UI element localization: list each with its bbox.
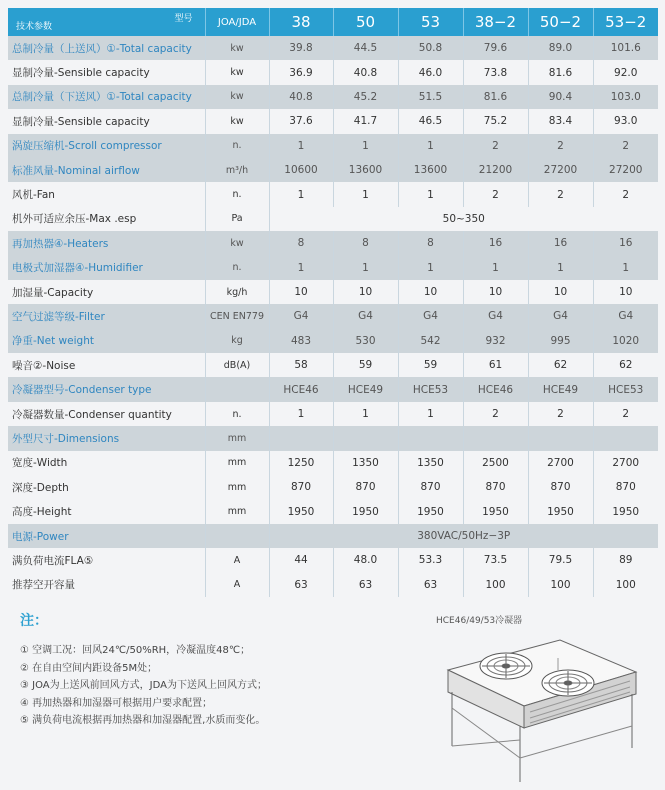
model-label: 型号 [174, 14, 193, 24]
cell-value: 530 [333, 329, 398, 353]
cell-value [463, 426, 528, 450]
figure-caption: HCE46/49/53冷凝器 [436, 616, 523, 626]
row-label: 总制冷量（下送风）①-Total capacity [8, 85, 205, 109]
cell-value: 13600 [398, 158, 463, 182]
cell-value: 1 [333, 402, 398, 426]
cell-value: 995 [528, 329, 593, 353]
note-item: ⑤ 满负荷电流根据再加热器和加湿器配置,水质而变化。 [20, 715, 266, 726]
cell-value: 27200 [528, 158, 593, 182]
cell-value: 73.8 [463, 60, 528, 84]
cell-value: 1950 [463, 499, 528, 523]
cell-value: 89 [593, 548, 658, 572]
table-header-row [8, 8, 658, 36]
row-label: 总制冷量（上送风）①-Total capacity [8, 36, 205, 60]
table-row [8, 158, 658, 182]
cell-value: 1 [269, 134, 333, 158]
cell-value: 44.5 [333, 36, 398, 60]
table-row [8, 60, 658, 84]
cell-value: 1 [269, 182, 333, 206]
table-row [8, 85, 658, 109]
row-label: 深度-Depth [8, 475, 205, 499]
cell-value [528, 426, 593, 450]
cell-value [269, 426, 333, 450]
table-row [8, 353, 658, 377]
cell-value: 1250 [269, 451, 333, 475]
table-row [8, 451, 658, 475]
notes-section [20, 610, 267, 730]
row-label: 净重-Net weight [8, 329, 205, 353]
row-unit: n. [205, 134, 269, 158]
row-label: 电源-Power [8, 524, 205, 548]
note-item: ① 空调工况：回风24℃/50%RH，冷凝温度48℃； [20, 645, 251, 656]
row-label: 显制冷量-Sensible capacity [8, 60, 205, 84]
cell-value: 63 [398, 573, 463, 597]
row-unit: mm [205, 451, 269, 475]
cell-value: 870 [269, 475, 333, 499]
cell-value: 1 [528, 256, 593, 280]
cell-value: G4 [333, 304, 398, 328]
cell-value: 46.0 [398, 60, 463, 84]
row-label: 加湿量-Capacity [8, 280, 205, 304]
table-row [8, 573, 658, 597]
merged-value: 380VAC/50Hz−3P [269, 524, 658, 548]
cell-value: 1 [333, 182, 398, 206]
row-label: 宽度-Width [8, 451, 205, 475]
table-row [8, 304, 658, 328]
cell-value: 1 [398, 402, 463, 426]
table-row [8, 109, 658, 133]
row-unit: CEN EN779 [205, 304, 269, 328]
cell-value: 62 [528, 353, 593, 377]
cell-value: HCE49 [333, 377, 398, 401]
cell-value: 8 [269, 231, 333, 255]
cell-value: 100 [593, 573, 658, 597]
cell-value: 81.6 [528, 60, 593, 84]
cell-value: 37.6 [269, 109, 333, 133]
cell-value: G4 [463, 304, 528, 328]
cell-value: 81.6 [463, 85, 528, 109]
row-label: 外型尺寸-Dimensions [8, 426, 205, 450]
cell-value: 100 [528, 573, 593, 597]
model-header: 53 [398, 8, 463, 36]
table-row [8, 548, 658, 572]
cell-value: HCE49 [528, 377, 593, 401]
model-header: 53−2 [593, 8, 658, 36]
cell-value: 50.8 [398, 36, 463, 60]
cell-value: 10 [463, 280, 528, 304]
row-label: 标准风量-Nominal airflow [8, 158, 205, 182]
note-item: ② 在自由空间内距设备5M处； [20, 662, 158, 674]
cell-value: 2 [593, 134, 658, 158]
cell-value: 1 [593, 256, 658, 280]
model-header: 50−2 [528, 8, 593, 36]
cell-value: 16 [528, 231, 593, 255]
cell-value [398, 426, 463, 450]
cell-value: 53.3 [398, 548, 463, 572]
cell-value: HCE53 [398, 377, 463, 401]
row-unit: kw [205, 231, 269, 255]
cell-value: 2 [528, 402, 593, 426]
row-label: 高度-Height [8, 499, 205, 523]
table-row [8, 207, 658, 231]
cell-value: 1 [333, 256, 398, 280]
merged-value: 50~350 [269, 207, 658, 231]
cell-value: 8 [333, 231, 398, 255]
condenser-illustration [430, 628, 650, 788]
cell-value: 870 [398, 475, 463, 499]
cell-value: 58 [269, 353, 333, 377]
cell-value: 62 [593, 353, 658, 377]
row-unit: n. [205, 402, 269, 426]
cell-value: 10 [398, 280, 463, 304]
row-unit: n. [205, 182, 269, 206]
cell-value: 2 [463, 402, 528, 426]
cell-value: 483 [269, 329, 333, 353]
cell-value: G4 [269, 304, 333, 328]
cell-value: 932 [463, 329, 528, 353]
cell-value [333, 426, 398, 450]
cell-value: 16 [463, 231, 528, 255]
cell-value: 542 [398, 329, 463, 353]
spec-table [8, 8, 658, 597]
row-unit: kw [205, 85, 269, 109]
cell-value: 1950 [269, 499, 333, 523]
cell-value: 45.2 [333, 85, 398, 109]
cell-value: 2 [463, 182, 528, 206]
cell-value: 1 [269, 256, 333, 280]
cell-value: HCE46 [269, 377, 333, 401]
cell-value: 41.7 [333, 109, 398, 133]
cell-value: 2 [528, 134, 593, 158]
model-header: 38 [269, 8, 333, 36]
row-label: 噪音②-Noise [8, 353, 205, 377]
cell-value: 103.0 [593, 85, 658, 109]
table-row [8, 134, 658, 158]
table-row [8, 377, 658, 401]
notes-title: 注： [20, 613, 48, 629]
row-unit [205, 377, 269, 401]
cell-value: HCE46 [463, 377, 528, 401]
cell-value: G4 [593, 304, 658, 328]
cell-value: 1350 [333, 451, 398, 475]
cell-value: 59 [398, 353, 463, 377]
row-unit: kg [205, 329, 269, 353]
table-row [8, 402, 658, 426]
cell-value: G4 [528, 304, 593, 328]
note-item: ③ JOA为上送风前回风方式，JDA为下送风上回风方式； [20, 680, 267, 691]
row-unit: mm [205, 426, 269, 450]
cell-value: 1 [463, 256, 528, 280]
cell-value: 1 [333, 134, 398, 158]
cell-value: 870 [528, 475, 593, 499]
cell-value [593, 426, 658, 450]
cell-value: 83.4 [528, 109, 593, 133]
table-row [8, 499, 658, 523]
spec-body [8, 36, 658, 597]
cell-value: 21200 [463, 158, 528, 182]
std-label: JOA/JDA [205, 8, 269, 36]
cell-value: 63 [269, 573, 333, 597]
cell-value: 2 [593, 182, 658, 206]
cell-value: 40.8 [333, 60, 398, 84]
cell-value: HCE53 [593, 377, 658, 401]
row-unit: kw [205, 60, 269, 84]
row-label: 空气过滤等级-Filter [8, 304, 205, 328]
cell-value: 40.8 [269, 85, 333, 109]
model-header: 50 [333, 8, 398, 36]
cell-value: 870 [593, 475, 658, 499]
table-row [8, 475, 658, 499]
cell-value: 10600 [269, 158, 333, 182]
cell-value: 1950 [333, 499, 398, 523]
cell-value: 39.8 [269, 36, 333, 60]
row-label: 推荐空开容量 [8, 573, 205, 597]
row-unit: A [205, 573, 269, 597]
note-item: ④ 再加热器和加湿器可根据用户要求配置； [20, 697, 213, 709]
cell-value: 1350 [398, 451, 463, 475]
cell-value: 101.6 [593, 36, 658, 60]
cell-value: 13600 [333, 158, 398, 182]
cell-value: 1 [398, 182, 463, 206]
cell-value: 46.5 [398, 109, 463, 133]
cell-value: 870 [333, 475, 398, 499]
row-unit: mm [205, 499, 269, 523]
cell-value: 48.0 [333, 548, 398, 572]
row-label: 再加热器④-Heaters [8, 231, 205, 255]
cell-value: 870 [463, 475, 528, 499]
table-row [8, 36, 658, 60]
cell-value: 10 [333, 280, 398, 304]
cell-value: 1 [398, 134, 463, 158]
cell-value: 63 [333, 573, 398, 597]
row-unit: kw [205, 109, 269, 133]
cell-value: 2700 [593, 451, 658, 475]
row-label: 机外可适应余压-Max .esp [8, 207, 205, 231]
cell-value: 16 [593, 231, 658, 255]
cell-value: 2500 [463, 451, 528, 475]
row-unit: mm [205, 475, 269, 499]
cell-value: 92.0 [593, 60, 658, 84]
cell-value: 2700 [528, 451, 593, 475]
cell-value: 90.4 [528, 85, 593, 109]
cell-value: G4 [398, 304, 463, 328]
cell-value: 89.0 [528, 36, 593, 60]
cell-value: 2 [463, 134, 528, 158]
row-unit: m³/h [205, 158, 269, 182]
cell-value: 73.5 [463, 548, 528, 572]
cell-value: 79.6 [463, 36, 528, 60]
row-label: 涡旋压缩机-Scroll compressor [8, 134, 205, 158]
table-row [8, 231, 658, 255]
cell-value: 10 [269, 280, 333, 304]
table-row [8, 329, 658, 353]
row-unit: dB(A) [205, 353, 269, 377]
cell-value: 1950 [528, 499, 593, 523]
table-row [8, 524, 658, 548]
table-row [8, 182, 658, 206]
row-label: 满负荷电流FLA⑤ [8, 548, 205, 572]
row-label: 显制冷量-Sensible capacity [8, 109, 205, 133]
cell-value: 10 [528, 280, 593, 304]
table-row [8, 256, 658, 280]
row-unit [205, 524, 269, 548]
model-header: 38−2 [463, 8, 528, 36]
cell-value: 8 [398, 231, 463, 255]
cell-value: 27200 [593, 158, 658, 182]
table-row [8, 280, 658, 304]
param-label: 技术参数 [16, 22, 53, 32]
cell-value: 75.2 [463, 109, 528, 133]
header-corner [8, 8, 205, 36]
row-unit: n. [205, 256, 269, 280]
cell-value: 1 [269, 402, 333, 426]
cell-value: 100 [463, 573, 528, 597]
cell-value: 93.0 [593, 109, 658, 133]
cell-value: 10 [593, 280, 658, 304]
cell-value: 1020 [593, 329, 658, 353]
row-label: 风机-Fan [8, 182, 205, 206]
cell-value: 2 [528, 182, 593, 206]
cell-value: 61 [463, 353, 528, 377]
cell-value: 1 [398, 256, 463, 280]
cell-value: 44 [269, 548, 333, 572]
cell-value: 36.9 [269, 60, 333, 84]
row-unit: A [205, 548, 269, 572]
row-label: 冷凝器数量-Condenser quantity [8, 402, 205, 426]
row-unit: kw [205, 36, 269, 60]
cell-value: 51.5 [398, 85, 463, 109]
row-label: 电极式加湿器④-Humidifier [8, 256, 205, 280]
cell-value: 79.5 [528, 548, 593, 572]
table-row [8, 426, 658, 450]
row-unit: Pa [205, 207, 269, 231]
row-label: 冷凝器型号-Condenser type [8, 377, 205, 401]
cell-value: 1950 [398, 499, 463, 523]
cell-value: 59 [333, 353, 398, 377]
cell-value: 2 [593, 402, 658, 426]
cell-value: 1950 [593, 499, 658, 523]
row-unit: kg/h [205, 280, 269, 304]
